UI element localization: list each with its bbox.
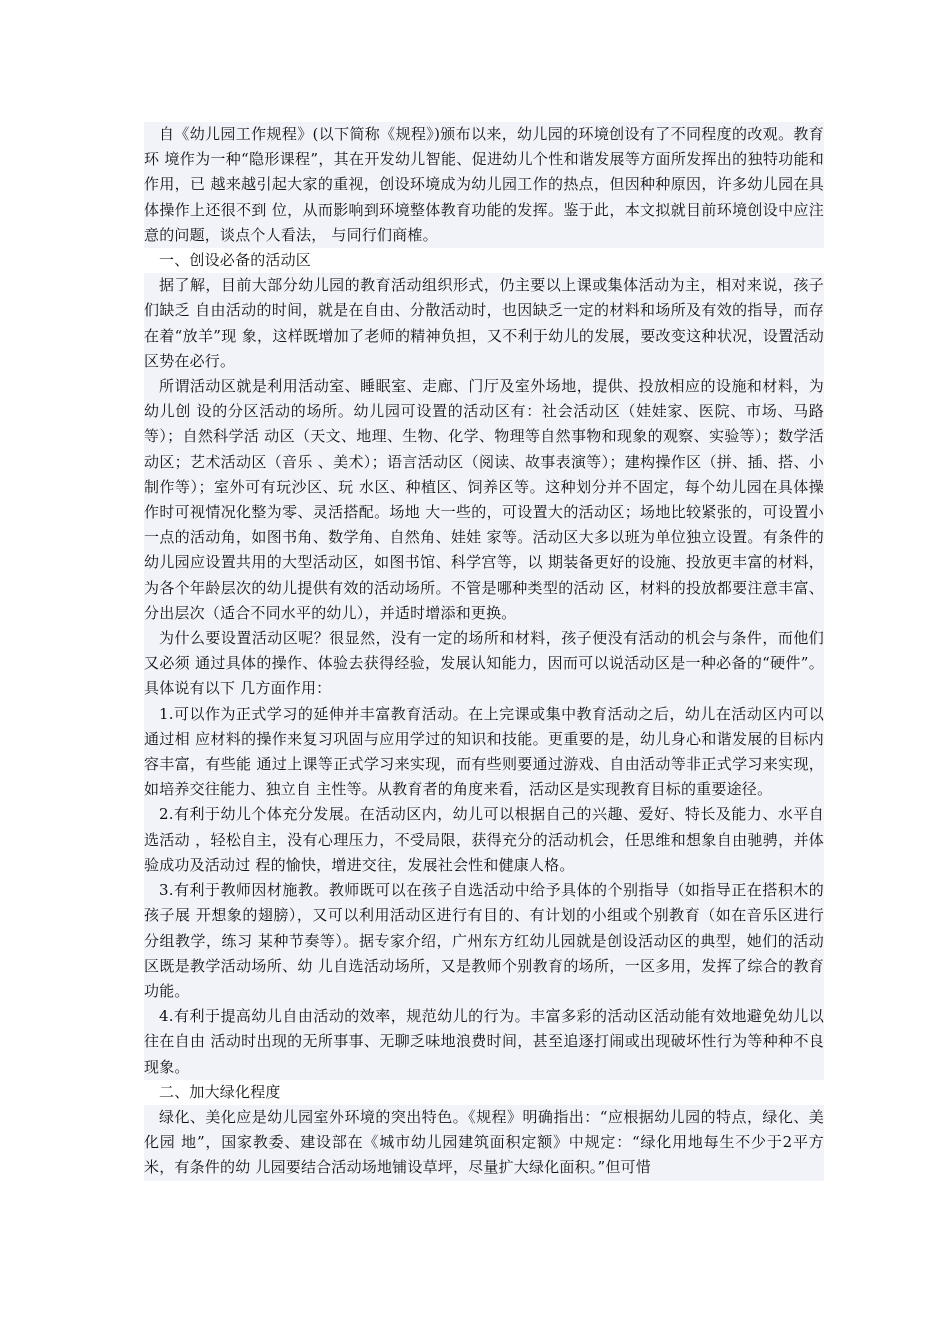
list-item-2: 2.有利于幼儿个体充分发展。在活动区内，幼儿可以根据自己的兴趣、爱好、特长及能力、水平自选活动 ，轻松自主，没有心理压力，不受局限，获得充分的活动机会，任思维和想象自由驰骋，并体验成功及活动过 程的愉快，增进交往，发展社会性和健康人格。: [144, 802, 824, 878]
list-item-4: 4.有利于提高幼儿自由活动的效率，规范幼儿的行为。丰富多彩的活动区活动能有效地避免幼儿以往在自由 活动时出现的无所事事、无聊乏味地浪费时间，甚至追逐打闹或出现破坏性行为等种种不良现象。: [144, 1004, 824, 1080]
document-body: [144, 122, 824, 1181]
paragraph-intro: 自《幼儿园工作规程》(以下简称《规程》)颁布以来，幼儿园的环境创设有了不同程度的改观。教育环 境作为一种“隐形课程”，其在开发幼儿智能、促进幼儿个性和谐发展等方面所发挥出的独特功能和作用，已 越来越引起大家的重视，创设环境成为幼儿园工作的热点，但因种种原因，许多幼儿园在具体操作上还很不到 位，从而影响到环境整体教育功能的发挥。鉴于此，本文拟就目前环境创设中应注意的问题，谈点个人看法， 与同行们商榷。: [144, 122, 824, 248]
list-item-1: 1.可以作为正式学习的延伸并丰富教育活动。在上完课或集中教育活动之后，幼儿在活动区内可以通过相 应材料的操作来复习巩固与应用学过的知识和技能。更重要的是，幼儿身心和谐发展的目标内容丰富，有些能 通过上课等正式学习来实现，而有些则要通过游戏、自由活动等非正式学习来实现，如培养交往能力、独立自 主性等。从教育者的角度来看，活动区是实现教育目标的重要途径。: [144, 702, 824, 803]
paragraph: 所谓活动区就是利用活动室、睡眠室、走廊、门厅及室外场地，提供、投放相应的设施和材料，为幼儿创 设的分区活动的场所。幼儿园可设置的活动区有：社会活动区（娃娃家、医院、市场、马路等）；自然科学活 动区（天文、地理、生物、化学、物理等自然事物和现象的观察、实验等）；数学活动区；艺术活动区（音乐 、美术）；语言活动区（阅读、故事表演等）；建构操作区（拼、插、搭、小制作等）；室外可有玩沙区、玩 水区、种植区、饲养区等。这种划分并不固定，每个幼儿园在具体操作时可视情况化整为零、灵活搭配。场地 大一些的，可设置大的活动区；场地比较紧张的，可设置小一点的活动角，如图书角、数学角、自然角、娃娃 家等。活动区大多以班为单位独立设置。有条件的幼儿园应设置共用的大型活动区，如图书馆、科学宫等，以 期装备更好的设施、投放更丰富的材料，为各个年龄层次的幼儿提供有效的活动场所。不管是哪种类型的活动 区，材料的投放都要注意丰富、分出层次（适合不同水平的幼儿），并适时增添和更换。: [144, 374, 824, 626]
list-item-3: 3.有利于教师因材施教。教师既可以在孩子自选活动中给予具体的个别指导（如指导正在搭积木的孩子展 开想象的翅膀），又可以利用活动区进行有目的、有计划的小组或个别教育（如在音乐区进行分组教学，练习 某种节奏等）。据专家介绍，广州东方红幼儿园就是创设活动区的典型，她们的活动区既是教学活动场所、幼 儿自选活动场所，又是教师个别教育的场所，一区多用，发挥了综合的教育功能。: [144, 878, 824, 1004]
section-heading-2: 二、加大绿化程度: [159, 1082, 281, 1101]
section-heading-1: 一、创设必备的活动区: [159, 251, 312, 270]
paragraph: 为什么要设置活动区呢？很显然，没有一定的场所和材料，孩子便没有活动的机会与条件，而他们又必须 通过具体的操作、体验去获得经验，发展认知能力，因而可以说活动区是一种必备的“硬件”。具体说有以下 几方面作用：: [144, 626, 824, 702]
paragraph: 绿化、美化应是幼儿园室外环境的突出特色。《规程》明确指出：“应根据幼儿园的特点，绿化、美化园 地”，国家教委、建设部在《城市幼儿园建筑面积定额》中规定：“绿化用地每生不少于2平方米，有条件的幼 儿园要结合活动场地铺设草坪，尽量扩大绿化面积。”但可惜: [144, 1105, 824, 1181]
paragraph: 据了解，目前大部分幼儿园的教育活动组织形式，仍主要以上课或集体活动为主，相对来说，孩子们缺乏 自由活动的时间，就是在自由、分散活动时，也因缺乏一定的材料和场所及有效的指导，而存在着“放羊”现 象，这样既增加了老师的精神负担，又不利于幼儿的发展，要改变这种状况，设置活动区势在必行。: [144, 273, 824, 374]
